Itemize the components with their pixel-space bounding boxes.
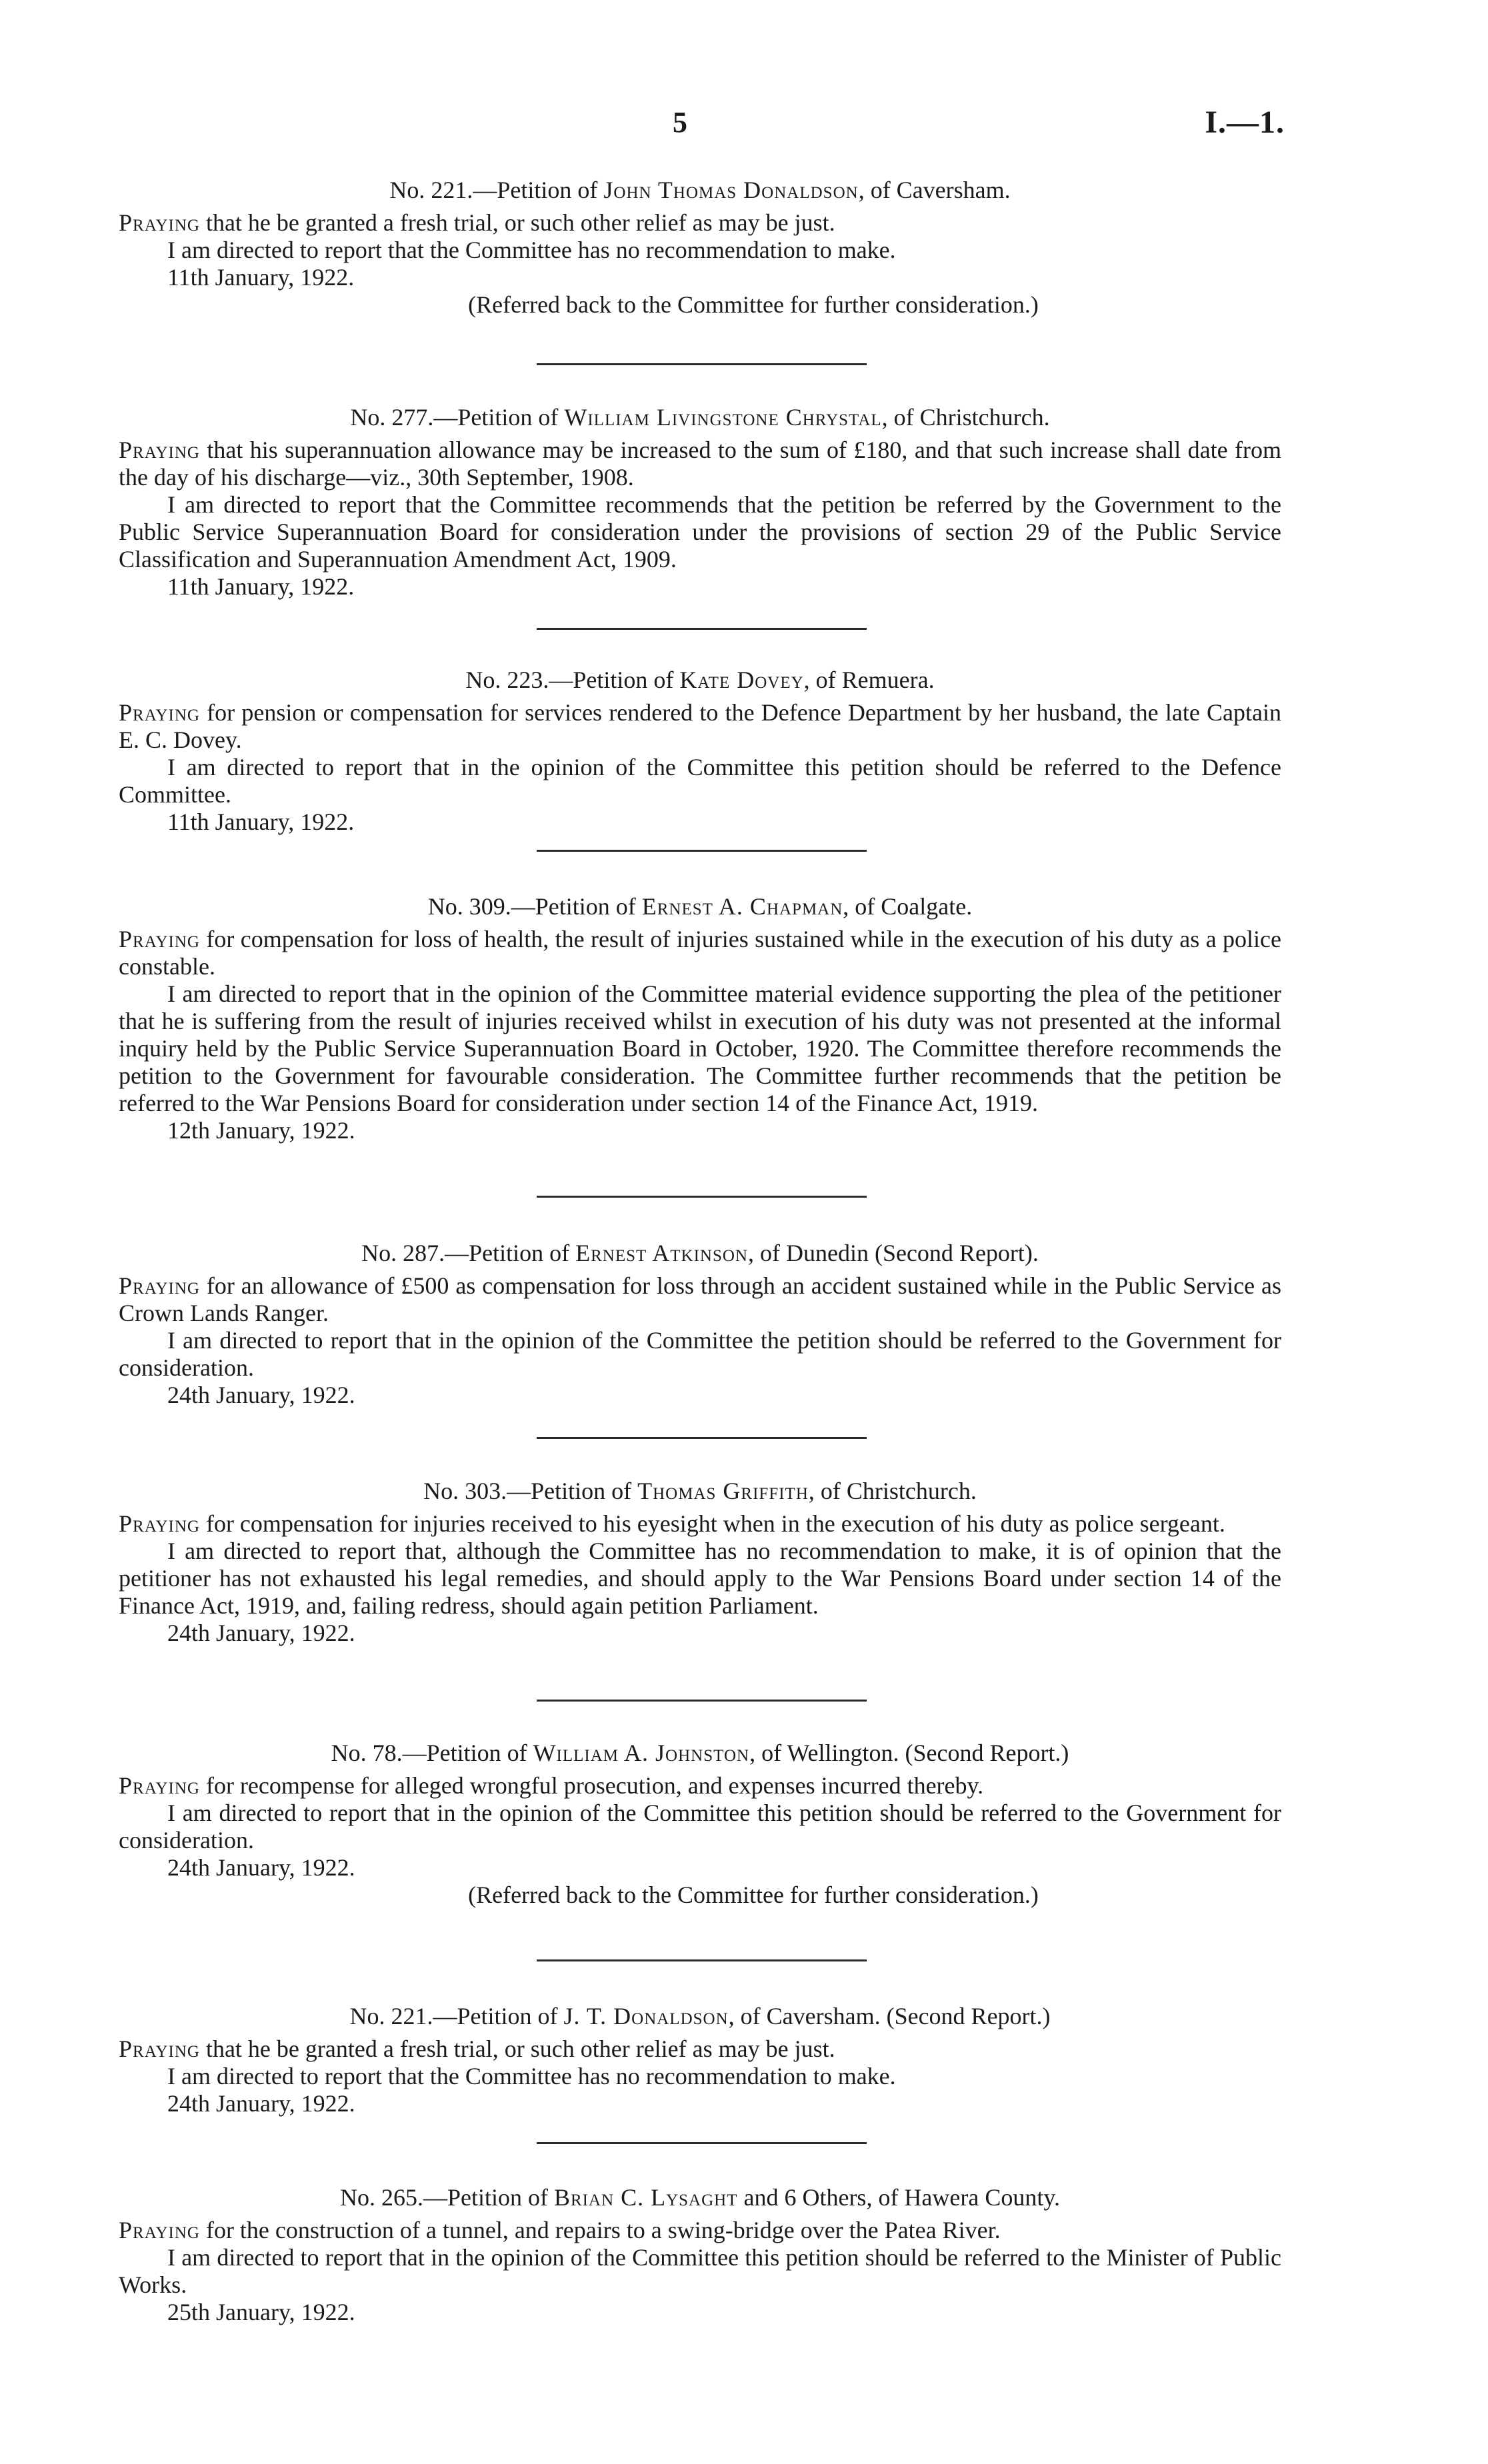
petitioner-name: Brian C. Lysaght bbox=[553, 2184, 738, 2211]
praying-word: Praying bbox=[119, 1510, 200, 1537]
report-date: 12th January, 1922. bbox=[167, 1117, 355, 1144]
referral-note: (Referred back to the Committee for further consideration.) bbox=[468, 291, 1039, 318]
report-paragraph: I am directed to report that in the opinion of the Committee this petition should be referred to the Defence Committee. bbox=[119, 754, 1281, 808]
praying-paragraph bbox=[119, 209, 1281, 237]
petitioner-place: , of Caversham. bbox=[858, 177, 1011, 203]
petitioner-name: Ernest Atkinson bbox=[575, 1240, 748, 1266]
petition-heading bbox=[119, 2003, 1281, 2030]
petition-heading bbox=[119, 1240, 1281, 1267]
praying-word: Praying bbox=[119, 437, 200, 463]
petitioner-name: William Livingstone Chrystal bbox=[564, 404, 882, 431]
report-paragraph: I am directed to report that in the opinion of the Committee this petition should be referred to the Minister of Public Works. bbox=[119, 2244, 1281, 2298]
referral-note: (Referred back to the Committee for further consideration.) bbox=[468, 1881, 1039, 1908]
praying-paragraph bbox=[119, 437, 1281, 491]
praying-word: Praying bbox=[119, 1772, 200, 1799]
petitioner-place: , of Christchurch. bbox=[881, 404, 1050, 431]
report-date: 24th January, 1922. bbox=[167, 2090, 355, 2117]
praying-word: Praying bbox=[119, 209, 200, 236]
petitioner-place: , of Caversham. (Second Report.) bbox=[728, 2003, 1051, 2029]
petition-number: No. 303.—Petition of bbox=[423, 1478, 632, 1504]
report-paragraph: I am directed to report that the Committee has no recommendation to make. bbox=[167, 2063, 896, 2089]
petition-number: No. 265.—Petition of bbox=[339, 2184, 548, 2211]
petition-number: No. 277.—Petition of bbox=[350, 404, 559, 431]
praying-text: that he be granted a fresh trial, or such other relief as may be just. bbox=[199, 2035, 835, 2062]
praying-word: Praying bbox=[119, 2035, 200, 2062]
report-date: 11th January, 1922. bbox=[167, 573, 355, 600]
petition-number: No. 287.—Petition of bbox=[361, 1240, 570, 1266]
petition-heading bbox=[119, 2184, 1281, 2211]
praying-text: that he be granted a fresh trial, or such other relief as may be just. bbox=[199, 209, 835, 236]
praying-text: for compensation for loss of health, the result of injuries sustained while in the execution of his duty as a police constable. bbox=[119, 926, 1281, 980]
praying-text: for an allowance of £500 as compensation for loss through an accident sustained while in the Public Service as Crown Lands Ranger. bbox=[119, 1272, 1281, 1326]
petitioner-place: , of Wellington. (Second Report.) bbox=[749, 1740, 1069, 1766]
report-paragraph: I am directed to report that in the opinion of the Committee material evidence supporting the plea of the petitioner that he is suffering from the result of injuries received whilst in execution of his duty was not presented at the informal inquiry held by the Public Service Superannuation Board in October, 1920. The Committee therefore recommends the petition to the Government for favourable consideration. The Committee further recommends that the petition be referred to the War Pensions Board for consideration under section 14 of the Finance Act, 1919. bbox=[119, 980, 1281, 1116]
petitioner-place: , of Christchurch. bbox=[808, 1478, 977, 1504]
petitioner-name: Thomas Griffith bbox=[637, 1478, 809, 1504]
praying-paragraph bbox=[119, 1272, 1281, 1327]
section-divider bbox=[537, 1196, 867, 1198]
section-divider bbox=[537, 628, 867, 630]
petitioner-name: J. T. Donaldson bbox=[563, 2003, 729, 2029]
document-reference: I.—1. bbox=[1205, 105, 1285, 140]
report-date: 11th January, 1922. bbox=[167, 808, 355, 835]
petition-entry bbox=[119, 893, 1281, 1144]
report-date: 11th January, 1922. bbox=[167, 264, 355, 291]
section-divider bbox=[537, 363, 867, 365]
petitioner-place: and 6 Others, of Hawera County. bbox=[737, 2184, 1061, 2211]
petition-heading bbox=[119, 177, 1281, 204]
petition-entry bbox=[119, 1740, 1281, 1909]
report-paragraph: I am directed to report that the Committee has no recommendation to make. bbox=[167, 237, 896, 263]
praying-word: Praying bbox=[119, 699, 200, 726]
petitioner-name: William A. Johnston bbox=[533, 1740, 750, 1766]
petition-number: No. 221.—Petition of bbox=[349, 2003, 558, 2029]
petitioner-place: , of Coalgate. bbox=[843, 893, 973, 920]
praying-paragraph bbox=[119, 2217, 1281, 2244]
petitioner-name: John Thomas Donaldson bbox=[603, 177, 859, 203]
petition-number: No. 78.—Petition of bbox=[331, 1740, 527, 1766]
praying-paragraph bbox=[119, 2035, 1281, 2063]
report-paragraph: I am directed to report that, although the Committee has no recommendation to make, it is of opinion that the petitioner has not exhausted his legal remedies, and should apply to the War Pensions Board under section 14 of the Finance Act, 1919, and, failing redress, should again petition Parliament. bbox=[119, 1538, 1281, 1619]
report-date: 24th January, 1922. bbox=[167, 1620, 355, 1646]
section-divider bbox=[537, 1437, 867, 1439]
praying-paragraph bbox=[119, 1772, 1281, 1800]
petition-heading bbox=[119, 404, 1281, 431]
praying-word: Praying bbox=[119, 926, 200, 952]
petition-number: No. 309.—Petition of bbox=[427, 893, 636, 920]
petition-number: No. 221.—Petition of bbox=[389, 177, 598, 203]
praying-paragraph bbox=[119, 1510, 1281, 1538]
petition-entry bbox=[119, 1478, 1281, 1647]
praying-paragraph bbox=[119, 699, 1281, 754]
petition-entry bbox=[119, 2003, 1281, 2117]
petition-heading bbox=[119, 893, 1281, 920]
report-date: 24th January, 1922. bbox=[167, 1854, 355, 1881]
petition-heading bbox=[119, 1478, 1281, 1505]
petition-entry bbox=[119, 666, 1281, 836]
section-divider bbox=[537, 1959, 867, 1961]
praying-text: for pension or compensation for services rendered to the Defence Department by her husband, the late Captain E. C. Dovey. bbox=[119, 699, 1281, 753]
report-date: 24th January, 1922. bbox=[167, 1382, 355, 1408]
praying-text: for the construction of a tunnel, and repairs to a swing-bridge over the Patea River. bbox=[199, 2217, 1001, 2243]
praying-word: Praying bbox=[119, 1272, 200, 1299]
petitioner-place: , of Remuera. bbox=[803, 666, 935, 693]
page-number: 5 bbox=[673, 106, 687, 139]
section-divider bbox=[537, 2142, 867, 2144]
report-paragraph: I am directed to report that in the opinion of the Committee the petition should be referred to the Government for consideration. bbox=[119, 1327, 1281, 1381]
praying-text: for recompense for alleged wrongful prosecution, and expenses incurred thereby. bbox=[199, 1772, 984, 1799]
section-divider bbox=[537, 850, 867, 852]
report-paragraph: I am directed to report that in the opinion of the Committee this petition should be referred to the Government for consideration. bbox=[119, 1800, 1281, 1853]
report-date: 25th January, 1922. bbox=[167, 2299, 355, 2325]
petition-heading bbox=[119, 1740, 1281, 1767]
praying-paragraph bbox=[119, 926, 1281, 980]
praying-text: that his superannuation allowance may be increased to the sum of £180, and that such increase shall date from the day of his discharge—viz., 30th September, 1908. bbox=[119, 437, 1281, 491]
petitioner-name: Ernest A. Chapman bbox=[641, 893, 843, 920]
petition-entry bbox=[119, 2184, 1281, 2326]
petition-entry bbox=[119, 1240, 1281, 1409]
petition-entry bbox=[119, 177, 1281, 319]
report-paragraph: I am directed to report that the Committee recommends that the petition be referred by the Government to the Public Service Superannuation Board for consideration under the provisions of section 29 of the Public Service Classification and Superannuation Amendment Act, 1909. bbox=[119, 491, 1281, 573]
praying-text: for compensation for injuries received to his eyesight when in the execution of his duty as police sergeant. bbox=[199, 1510, 1225, 1537]
section-divider bbox=[537, 1700, 867, 1702]
petitioner-name: Kate Dovey bbox=[679, 666, 804, 693]
petition-number: No. 223.—Petition of bbox=[465, 666, 674, 693]
praying-word: Praying bbox=[119, 2217, 200, 2243]
petition-heading bbox=[119, 666, 1281, 694]
petitioner-place: , of Dunedin (Second Report). bbox=[748, 1240, 1039, 1266]
petition-entry bbox=[119, 404, 1281, 601]
